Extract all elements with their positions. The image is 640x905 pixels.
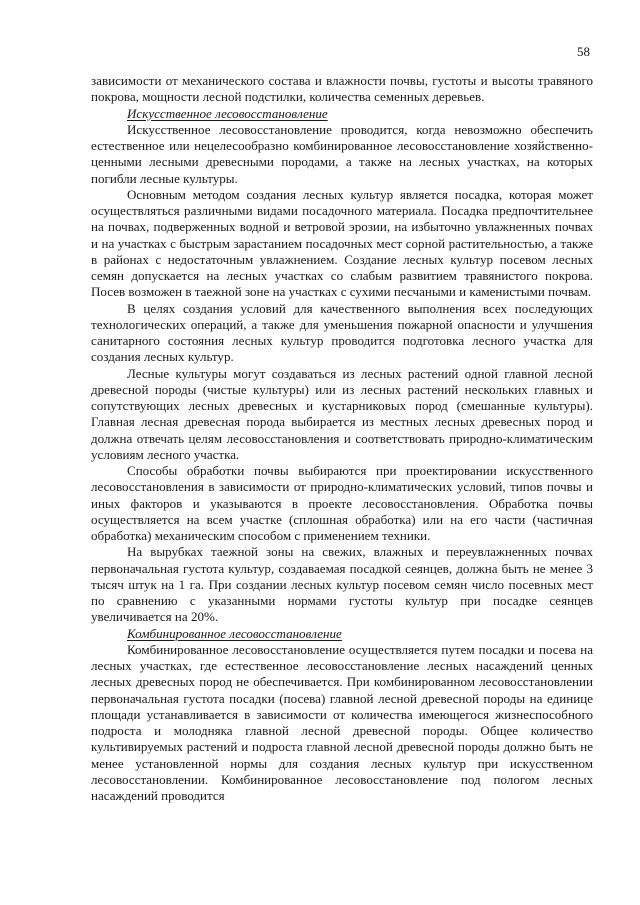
paragraph: Лесные культуры могут создаваться из лесных растений одной главной лесной древесной породы (чистые культуры) или из лесных растений нескольких главных и сопутствующих лесных древесных и кустарниковых пород (смешанные культуры). Главная лесная древесная порода выбирается из местных лесных древесных пород и должна отвечать целям лесовосстановления и соответствовать природно-климатическим условиям лесного участка. [91, 365, 593, 462]
document-body [91, 73, 593, 804]
paragraph: Комбинированное лесовосстановление осуществляется путем посадки и посева на лесных участках, где естественное лесовосстановление лесных насаждений ценных лесных древесных пород не обеспечивается. При комбинированном лесовосстановлении первоначальная густота посадки (посева) главной лесной древесной породы на единице площади устанавливается в зависимости от количества имеющегося жизнеспособного подроста и молодняка главной лесной древесной породы. Общее количество культивируемых растений и подроста главной лесной древесной породы должно быть не менее установленной нормы для создания лесных культур при искусственном лесовосстановлении. Комбинированное лесовосстановление под пологом лесных насаждений проводится [91, 641, 593, 803]
page-number: 58 [577, 44, 590, 59]
section-heading-combined-reforestation: Комбинированное лесовосстановление [127, 625, 342, 641]
paragraph: В целях создания условий для качественного выполнения всех последующих технологических операций, а также для уменьшения пожарной опасности и улучшения санитарного состояния лесных культур проводится подготовка лесного участка для создания лесных культур. [91, 300, 593, 365]
paragraph-continuation: зависимости от механического состава и влажности почвы, густоты и высоты травяного покрова, мощности лесной подстилки, количества семенных деревьев. [91, 73, 593, 105]
paragraph: На вырубках таежной зоны на свежих, влажных и переувлажненных почвах первоначальная густота культур, создаваемая посадкой сеянцев, должна быть не менее 3 тысяч штук на 1 га. При создании лесных культур посевом семян число посевных мест по сравнению с указанными нормами густоты культур при посадке сеянцев увеличивается на 20%. [91, 544, 593, 625]
paragraph: Основным методом создания лесных культур является посадка, которая может осуществляться различными видами посадочного материала. Посадка предпочтительнее на почвах, подверженных водной и ветровой эрозии, на избыточно увлажненных почвах и на участках с быстрым зарастанием посадочных мест сорной растительностью, а также в районах с недостаточным увлажнением. Создание лесных культур посевом лесных семян допускается на лесных участках со слабым развитием травянистого покрова. Посев возможен в таежной зоне на участках с сухими песчаными и каменистыми почвам. [91, 186, 593, 300]
paragraph: Искусственное лесовосстановление проводится, когда невозможно обеспечить естественное или нецелесообразно комбинированное лесовосстановление хозяйственно-ценными лесными древесными породами, а также на лесных участках, на которых погибли лесные культуры. [91, 121, 593, 186]
paragraph: Способы обработки почвы выбираются при проектировании искусственного лесовосстановления в зависимости от природно-климатических условий, типов почвы и иных факторов и указываются в проекте лесовосстановления. Обработка почвы осуществляется на всем участке (сплошная обработка) или на его части (частичная обработка) механическим способом с применением техники. [91, 463, 593, 543]
section-heading-artificial-reforestation: Искусственное лесовосстановление [127, 105, 328, 121]
